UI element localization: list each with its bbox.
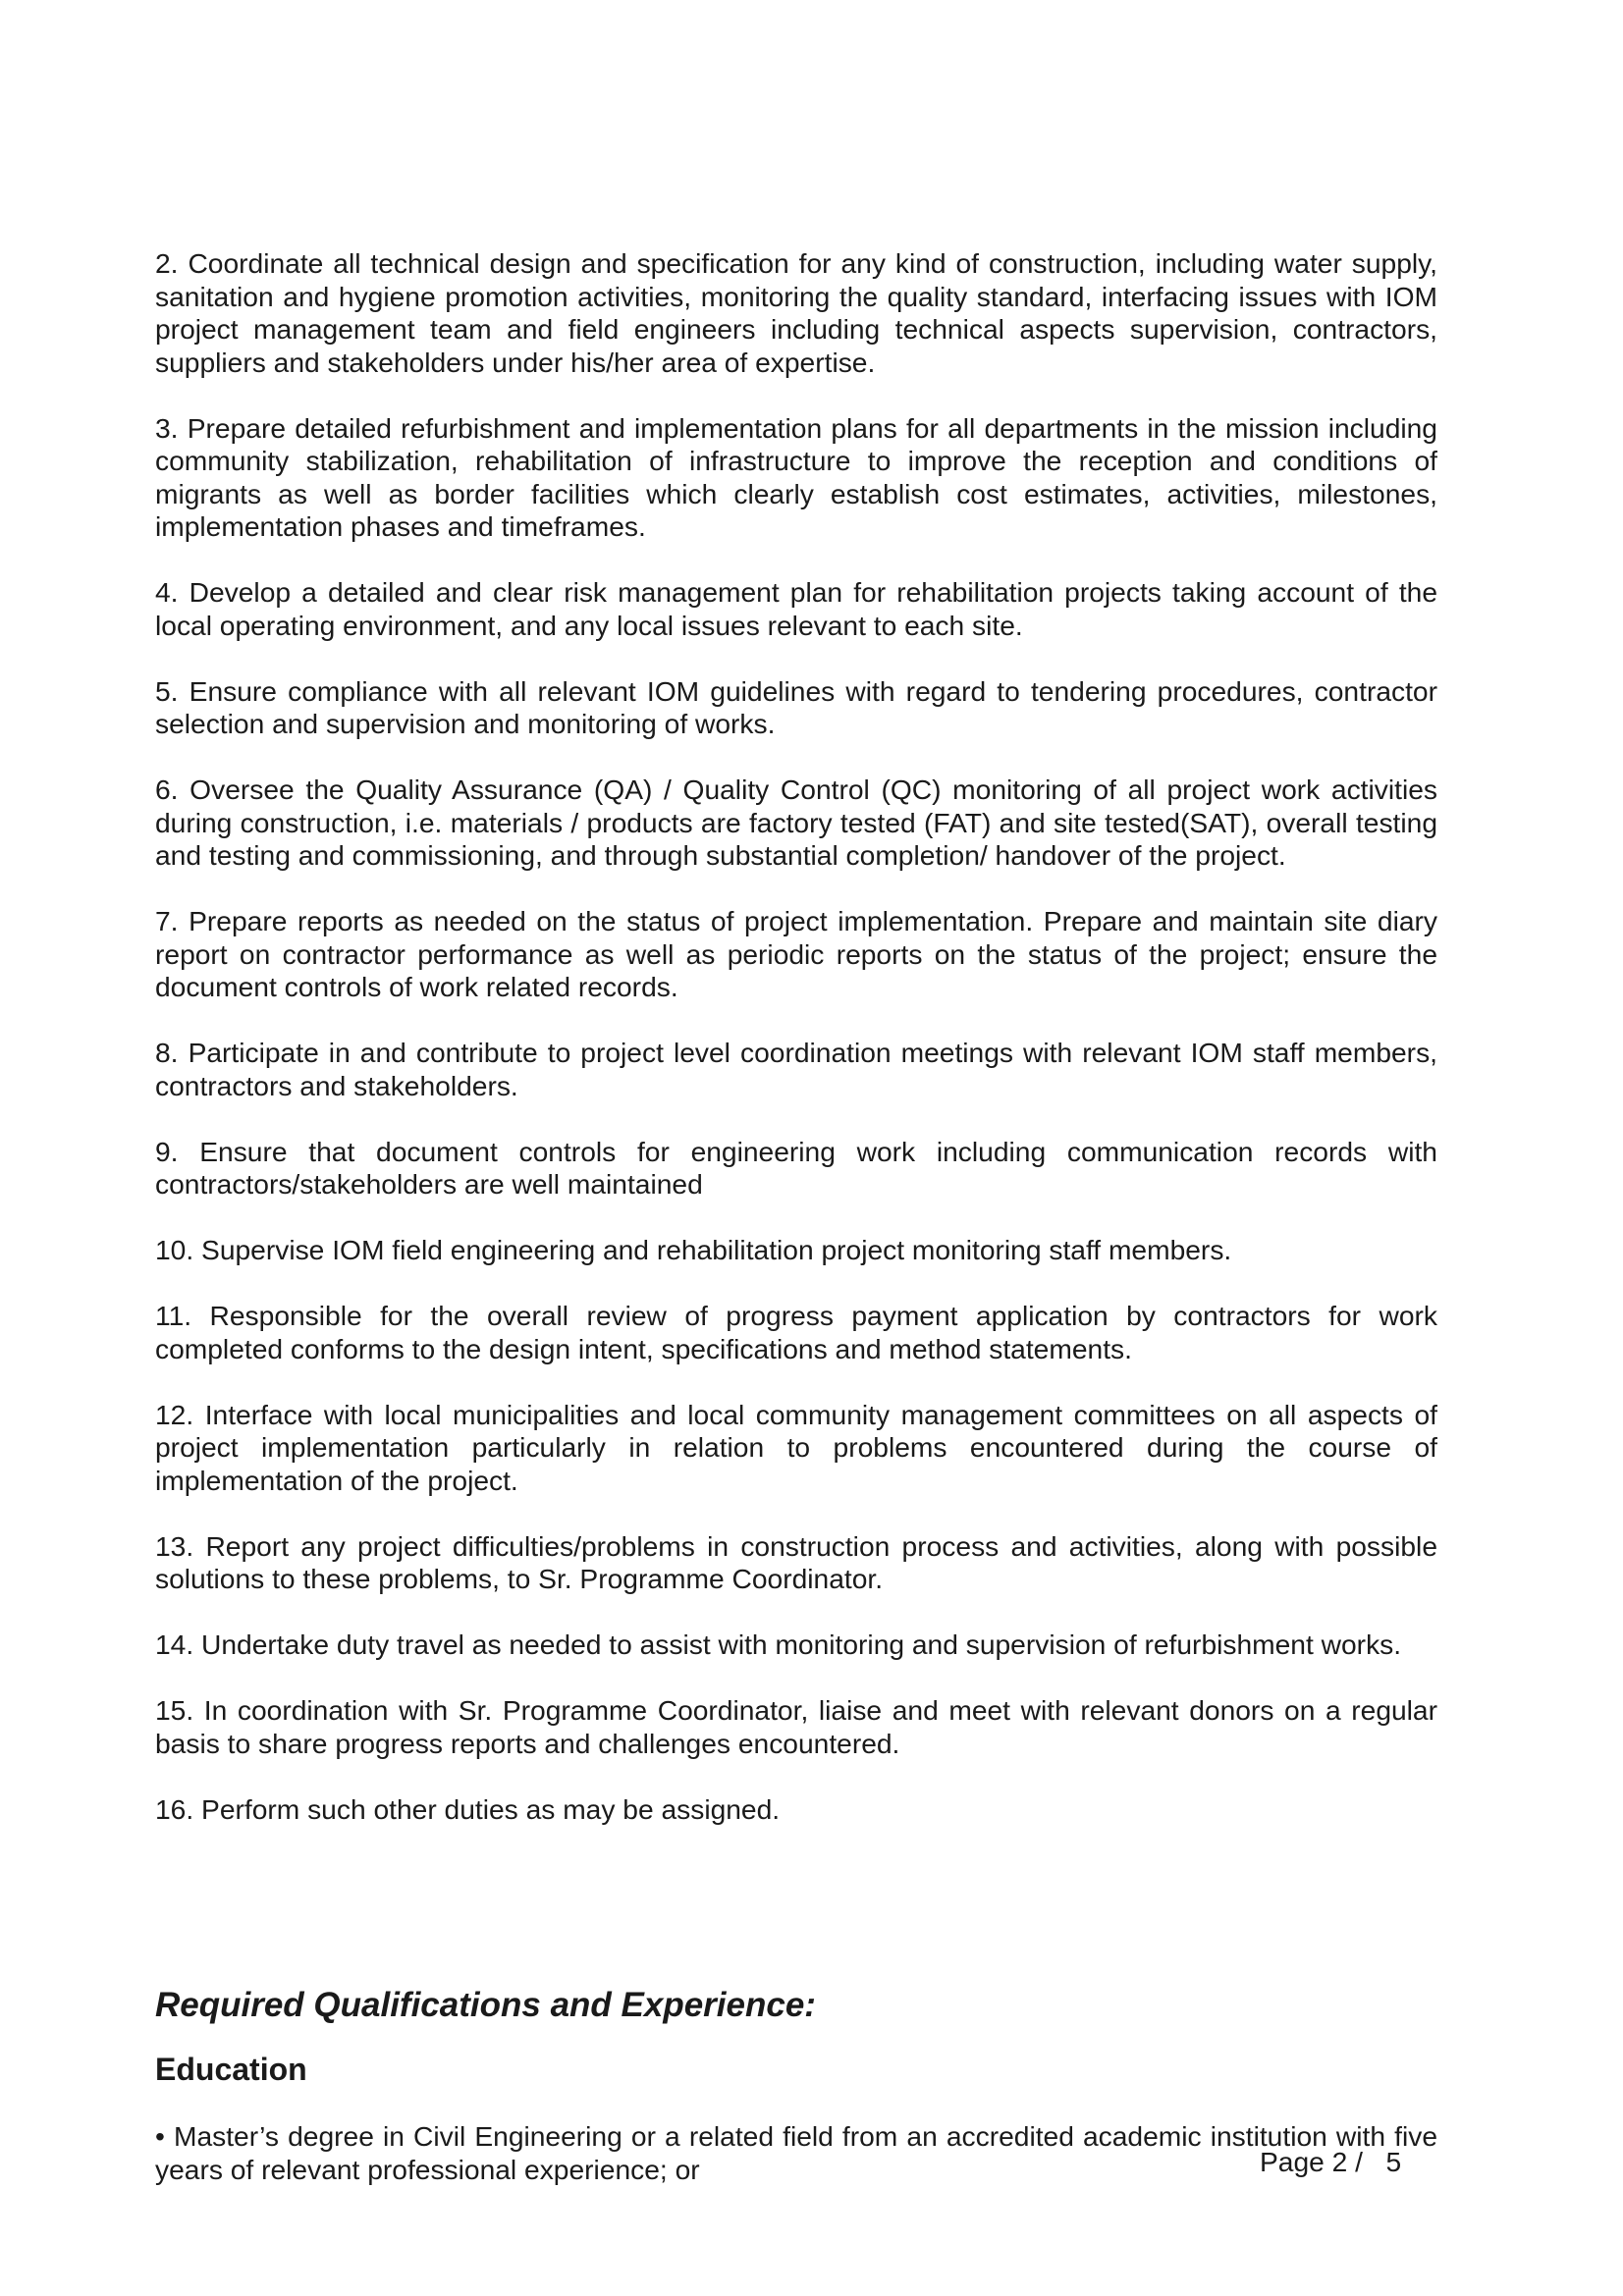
education-item: • Master’s degree in Civil Engineering or a related field from an accredited academic institution with five years of relevant professional experience; or: [155, 2120, 1437, 2185]
qualifications-heading: Required Qualifications and Experience:: [155, 1986, 816, 2024]
duty-paragraph: 7. Prepare reports as needed on the status of project implementation. Prepare and maintain site diary report on contractor performance as well as periodic reports on the status of the project; ensure the document controls of work related records.: [155, 905, 1437, 1002]
page-number: Page 2 / 5: [1260, 2146, 1402, 2177]
duty-paragraph: 6. Oversee the Quality Assurance (QA) / Quality Control (QC) monitoring of all project work activities during construction, i.e. materials / products are factory tested (FAT) and site tested(SAT), overall testing and testing and commissioning, and through substantial completion/ handover of the project.: [155, 774, 1437, 871]
duty-paragraph: 8. Participate in and contribute to project level coordination meetings with relevant IOM staff members, contractors and stakeholders.: [155, 1037, 1437, 1101]
duty-paragraph: 14. Undertake duty travel as needed to assist with monitoring and supervision of refurbishment works.: [155, 1629, 1402, 1660]
education-heading: Education: [155, 2052, 307, 2087]
duty-paragraph: 5. Ensure compliance with all relevant IOM guidelines with regard to tendering procedures, contractor selection and supervision and monitoring of works.: [155, 674, 1437, 739]
duty-paragraph: 16. Perform such other duties as may be assigned.: [155, 1792, 781, 1825]
duty-paragraph: 11. Responsible for the overall review of progress payment application by contractors for work completed conforms to the design intent, specifications and method statements.: [155, 1300, 1437, 1364]
duty-paragraph: 4. Develop a detailed and clear risk management plan for rehabilitation projects taking account of the local operating environment, and any local issues relevant to each site.: [155, 576, 1437, 641]
duty-paragraph: 2. Coordinate all technical design and specification for any kind of construction, including water supply, sanitation and hygiene promotion activities, monitoring the quality standard, interfacing issues with IOM project management team and field engineers including technical aspects supervision, contractors, suppliers and stakeholders under his/her area of expertise.: [155, 247, 1437, 378]
duty-paragraph: 10. Supervise IOM field engineering and rehabilitation project monitoring staff members.: [155, 1234, 1232, 1265]
duty-paragraph: 15. In coordination with Sr. Programme Coordinator, liaise and meet with relevant donors on a regular basis to share progress reports and challenges encountered.: [155, 1694, 1437, 1759]
duty-paragraph: 9. Ensure that document controls for engineering work including communication records with contractors/stakeholders are well maintained: [155, 1135, 1437, 1200]
duty-paragraph: 12. Interface with local municipalities and local community management committees on all aspects of project implementation particularly in relation to problems encountered during the course of implementation of the project.: [155, 1398, 1437, 1496]
duty-paragraph: 3. Prepare detailed refurbishment and implementation plans for all departments in the mission including community stabilization, rehabilitation of infrastructure to improve the reception and conditions of migrants as well as border facilities which clearly establish cost estimates, activities, milestones, implementation phases and timeframes.: [155, 411, 1437, 542]
duty-paragraph: 13. Report any project difficulties/problems in construction process and activities, along with possible solutions to these problems, to Sr. Programme Coordinator.: [155, 1529, 1437, 1594]
duties-list: [155, 247, 1437, 1826]
